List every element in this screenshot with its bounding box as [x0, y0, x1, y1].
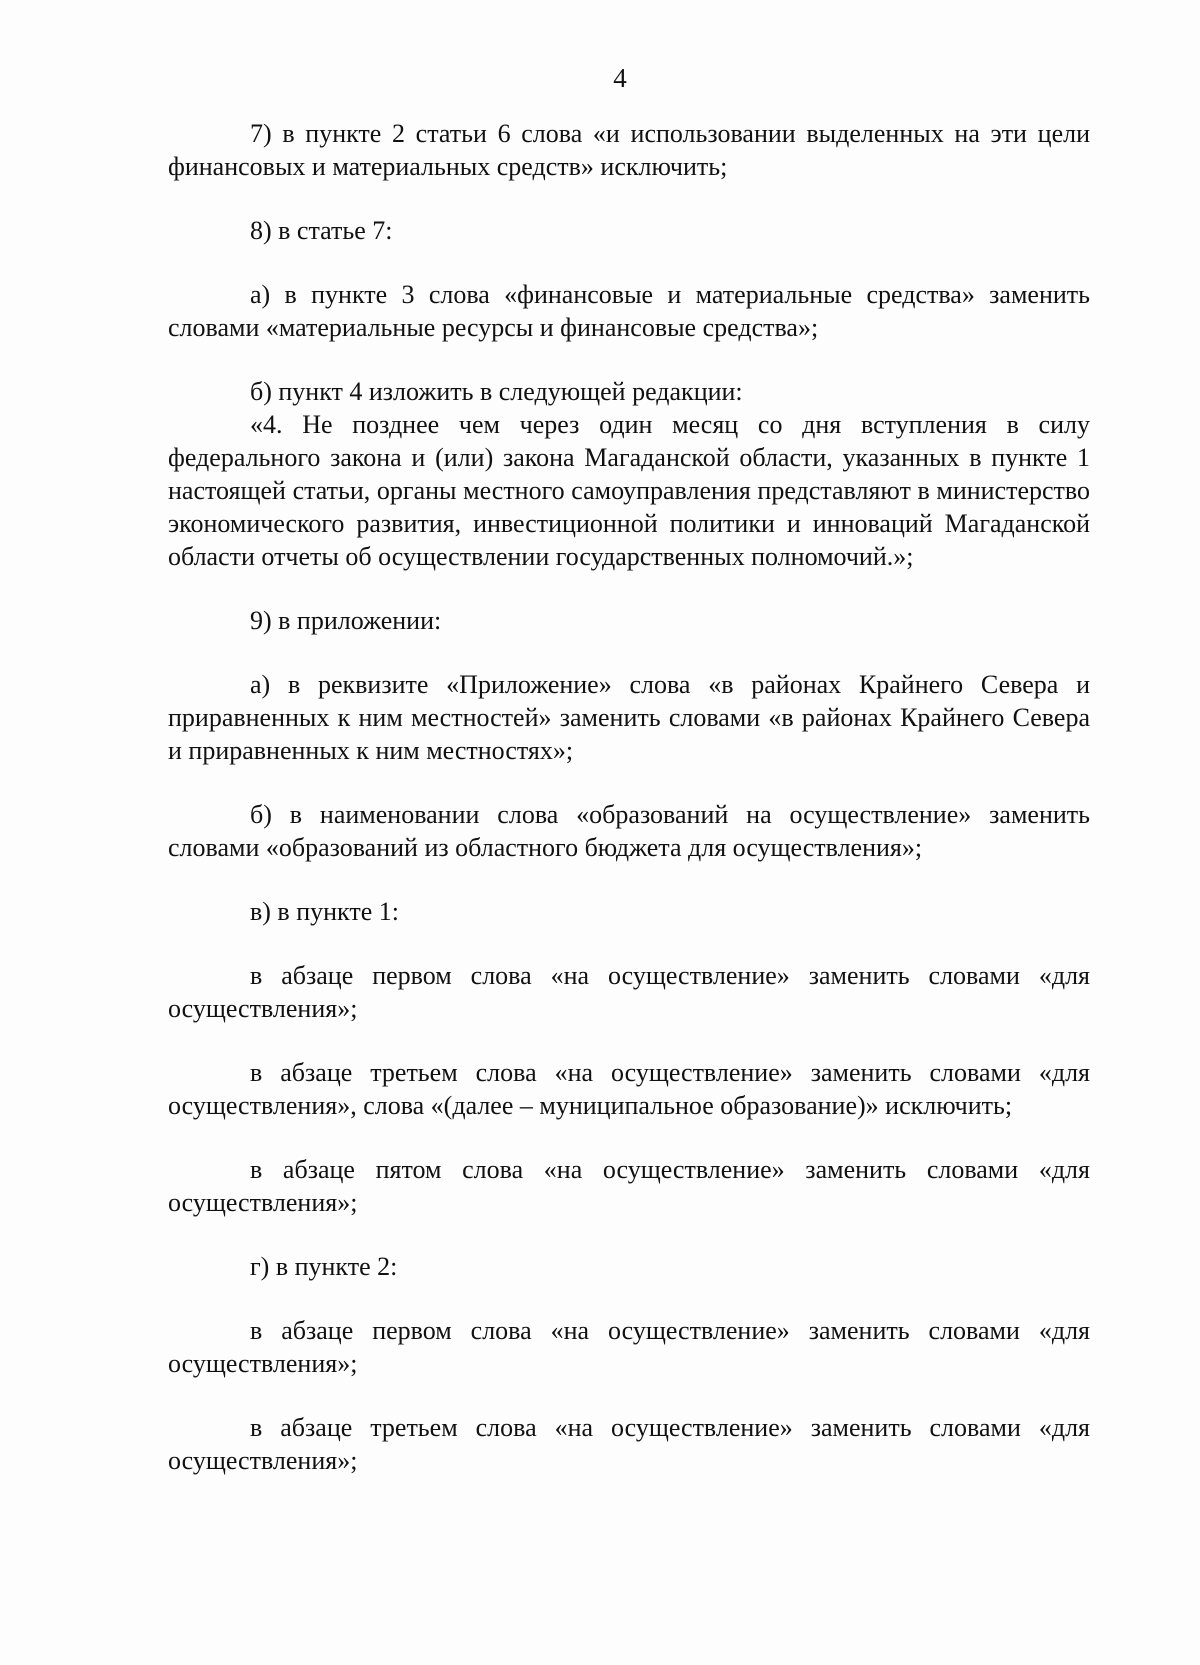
paragraph-9v: в) в пункте 1:	[250, 897, 399, 926]
paragraph-9v-first: в абзаце первом слова «на осуществление» заменить словами «для осуществления»;	[168, 961, 1090, 1023]
paragraph-item-9: 9) в приложении:	[250, 606, 442, 635]
paragraph-9g-first: в абзаце первом слова «на осуществление» заменить словами «для осуществления»;	[168, 1316, 1090, 1378]
paragraph-8b-new-text: «4. Не позднее чем через один месяц со дня вступления в силу федерального закона и (или) закона Магаданской области, указанных в пункте 1 настоящей статьи, органы местного самоуправления представляют в министерство экономического развития, инвестиционной политики и инноваций Магаданской области отчеты об осуществлении государственных полномочий.»;	[168, 410, 1090, 571]
paragraph-9v-third: в абзаце третьем слова «на осуществление» заменить словами «для осуществления», слова «(далее – муниципальное образование)» исключить;	[168, 1058, 1090, 1120]
page-number: 4	[613, 63, 627, 93]
paragraph-8b: б) пункт 4 изложить в следующей редакции:	[250, 377, 743, 406]
paragraph-item-7: 7) в пункте 2 статьи 6 слова «и использовании выделенных на эти цели финансовых и материальных средств» исключить;	[168, 119, 1090, 181]
document-body	[168, 117, 1090, 1477]
paragraph-item-8: 8) в статье 7:	[250, 216, 393, 245]
paragraph-9a: а) в реквизите «Приложение» слова «в районах Крайнего Севера и приравненных к ним местностей» заменить словами «в районах Крайнего Севера и приравненных к ним местностях»;	[168, 670, 1090, 765]
paragraph-9v-fifth: в абзаце пятом слова «на осуществление» заменить словами «для осуществления»;	[168, 1155, 1090, 1217]
paragraph-9b: б) в наименовании слова «образований на осуществление» заменить словами «образований из областного бюджета для осуществления»;	[168, 800, 1090, 862]
paragraph-9g-third: в абзаце третьем слова «на осуществление» заменить словами «для осуществления»;	[168, 1413, 1090, 1475]
paragraph-8a: а) в пункте 3 слова «финансовые и материальные средства» заменить словами «материальные ресурсы и финансовые средства»;	[168, 280, 1090, 342]
paragraph-9g: г) в пункте 2:	[250, 1252, 398, 1281]
